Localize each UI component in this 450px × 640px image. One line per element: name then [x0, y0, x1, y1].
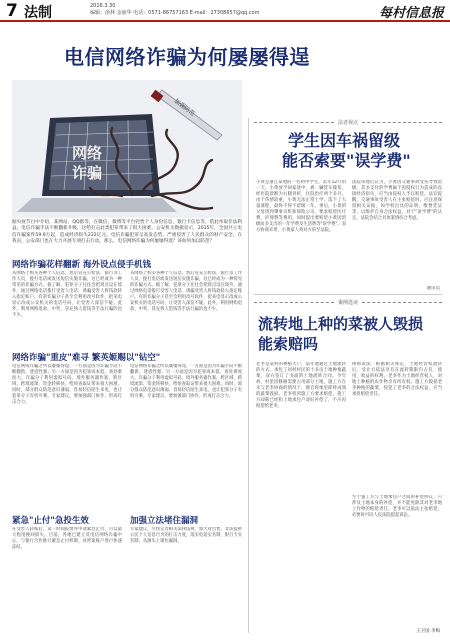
right-top-reporter: 通讯员 [426, 286, 440, 291]
section-1-title: 网络诈骗花样翻新 海外设点侵手机钱 [12, 260, 151, 270]
header-meta [90, 3, 260, 17]
right-top-col-1: 小黄是浙江某地的一名初中学生。去年12月的一天，小黄放学回家途中，被一辆货车撞伤，经医院诊断为右腿骨折，住院治疗两个多月。由于伤情较重，小黄无法正常上学，落下了大量课程，最终不得不留级一年。事后，小黄的父母找到肇事司机和保险公司，要求赔偿医疗费、护理费等费用，同时提出要赔偿小黄因留级而多支出的一年学费及生活费等"误学费"。双方协商未果，小黄家人将对方诉至法院。 [256, 180, 346, 233]
issue-date: 2016.3.30 [90, 3, 116, 9]
right-bottom-title-1: 流转地上种的菜被人毁损 [258, 315, 424, 333]
masthead [0, 0, 450, 22]
right-bottom-col-1: 老李是某村的种植大户，前年他通过土地流转的方式，承包了同村村民的十多亩土地种植蔬菜，双方签订了书面的土地流转合同。今年初，村里因修路需要占用部分土地，施工方在未与老李协商的情况下，擅自将地里即将成熟的蔬菜毁损。老李找到施工方要求赔偿，施工方却称已经和土地承包户谈好补偿了，不应再赔偿给老李。 [256, 362, 346, 409]
main-headline: 电信网络诈骗为何屡屡得逞 [64, 45, 310, 69]
caption-line-1: 网络 [72, 144, 103, 162]
lead-paragraph: 据央视节目中介绍，某网站、QQ群等，在微信、微博等平台兜售个人身份信息、银行卡信息等，借此牟取非法利益。电信诈骗手法不断翻新升级，这给打击此类犯罪带来了很大困难。公安机关数据显示，2015年，全国共立电信诈骗案件59.9万起，造成经济损失222亿元。电信诈骗犯罪呈高发态势，严重侵害了人民群众的财产安全。在我省，公安部门也在大力开展专项打击行动。那么，电信网络诈骗为何屡屡得逞？该如何加以防范？ [12, 220, 242, 245]
caption-line-2: 诈骗 [72, 164, 103, 182]
article-author: 王卫国 李梅 [416, 629, 440, 634]
section-2-text-a: 电信网络诈骗之所以屡屡得逞，一方面是因为诈骗手段不断翻新，迷惑性强；另一方面是因为犯罪成本低、查处难度大。诈骗分子利用虚拟号码、境外服务器作案，跨区域、跨境流窜，资金转移快，给侦查取证带来很大困难。同时，部分群众防范意识薄弱，容易轻信陌生来电，也让犯罪分子有机可乘。专家建议，要加强部门协作，形成打击合力。 [12, 364, 122, 405]
right-top-bar-label: 法者视点 [338, 120, 359, 126]
column-divider [248, 118, 249, 633]
laptop-base [17, 198, 177, 212]
hero-illustration [12, 80, 242, 218]
right-bottom-bar-label: 案例选读 [338, 300, 359, 306]
editor-contact: 编辑：俞林 金丽华 电话：0571-86757163 E-mail：27308657@qq.com [90, 10, 260, 16]
section-3-title: 紧急"止付"急投生效 [12, 516, 89, 526]
right-divider [254, 294, 442, 295]
section-2-text-b: 电信网络诈骗之所以屡屡得逞，一方面是因为诈骗手段不断翻新，迷惑性强；另一方面是因为犯罪成本低、查处难度大。诈骗分子利用虚拟号码、境外服务器作案，跨区域、跨境流窜，资金转移快，给侦查取证带来很大困难。同时，部分群众防范意识薄弱，容易轻信陌生来电，也让犯罪分子有机可乘。专家建议，要加强部门协作，形成打击合力。 [130, 364, 242, 399]
section-number: 7 [6, 1, 18, 21]
section-3-text: 在受害人转账后，第一时间报警并申请紧急止付，可以最大程度挽回损失。目前，各地已建立反电信网络诈骗中心，与银行合作推行紧急止付机制，对涉案账户进行快速冻结。 [12, 527, 122, 550]
right-top-col-2: 法院审理后认为，小黄因交通事故受伤导致留级，其多支付的学费属于因侵权行为造成的直接经济损失，应当由侵权人予以赔偿。法官提醒，交通事故受害人在主张赔偿时，应注意保留相关证据，如学校出具的证明、缴费凭证等，以维护自身合法权益。对于"误学费"的认定，法院会结合具体案情综合考虑。 [352, 180, 442, 221]
section-1-text-a: 从网络上购买各种个人信息，然后冒充公检法、银行等工作人员，拨打电话或发送短信实施诈骗，这已经成为一种常见的诈骗方式。据了解，犯罪分子往往会把窝点设在境外，通过网络电话拨打受害人电话，诱骗受害人将钱款转入指定账户。有的诈骗分子甚至会利用改号软件，把来电显示改成公安机关的电话号码，让受害人深信不疑。此外，利用网购退款、中奖、冒充熟人借钱等手法行骗的也不少。 [12, 271, 122, 318]
paper-logo: 每村信息报 [378, 6, 444, 21]
right-top-title-2: 能否索要"误学费" [282, 151, 411, 170]
right-bottom-col-3: 至于施工方与土地承包户之间的补偿协议，只涉及土地本身的补偿，并不能免除其对老李地上作物的赔偿责任。老李可以依法主张赔偿，必要时可向人民法院提起诉讼。 [352, 495, 442, 518]
section-2-title: 网络诈骗"重皮"难寻 繁英姬赐以"钻空" [12, 353, 161, 363]
right-bottom-title-2: 能索赔吗 [258, 335, 319, 353]
right-top-title-1: 学生因车祸留级 [288, 131, 401, 150]
section-name: 法制 [24, 5, 52, 21]
section-1-text-b: 从网络上购买各种个人信息，然后冒充公检法、银行等工作人员，拨打电话或发送短信实施诈骗，这已经成为一种常见的诈骗方式。据了解，犯罪分子往往会把窝点设在境外，通过网络电话拨打受害人电话，诱骗受害人将钱款转入指定账户。有的诈骗分子甚至会利用改号软件，把来电显示改成公安机关的电话号码，让受害人深信不疑。此外，利用网购退款、中奖、冒充熟人借钱等手法行骗的也不少。 [130, 271, 242, 312]
right-bottom-col-2: 律师说法：根据相关规定，土地经营权流转后，受让方依法享有在流转期限内占有、使用、收益的权利。老李作为土地经营权人，对地上种植的农作物享有所有权。施工方毁损老李种植的蔬菜，侵犯了老李的合法权益，应当承担赔偿责任。 [352, 362, 442, 397]
section-4-title: 加强立法堵住漏洞 [130, 516, 199, 526]
right-top-bar [254, 118, 442, 127]
section-4-text: 专家建议，尽快完善相关法律法规，加大对出售、非法提供公民个人信息行为的打击力度，落实电话实名制、银行卡实名制，从源头上堵住漏洞。 [130, 527, 242, 544]
right-bottom-bar [254, 298, 442, 307]
knife-badge: 加强防范 [172, 97, 197, 118]
